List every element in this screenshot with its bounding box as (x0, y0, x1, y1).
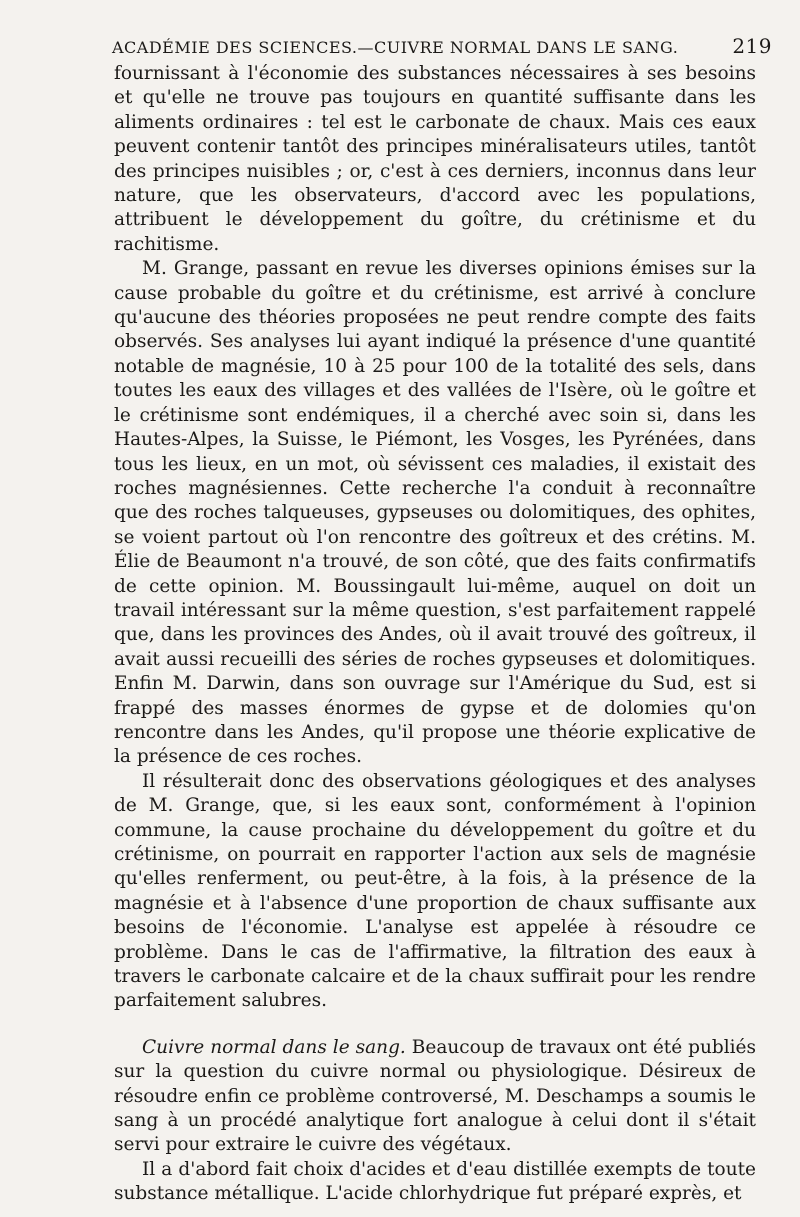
paragraph-cuivre (114, 1036, 756, 1158)
paragraph-conclusion: Il résulterait donc des observations géologiques et des analyses de M. Grange, que, si les eaux sont, conformément à l'opinion commune, la cause prochaine du développement du goître et du crétinisme, on pourrait en rapporter l'action aux sels de magnésie qu'elles renferment, ou peut-être, à la fois, à la présence de la magnésie et à l'absence d'une proportion de chaux suffisante aux besoins de l'économie. L'analyse est appelée à résoudre ce problème. Dans le cas de l'affirmative, la filtration des eaux à travers le carbonate calcaire et de la chaux suffirait pour les rendre parfaitement salubres. (114, 770, 756, 1012)
paragraph-continued: fournissant à l'économie des substances nécessaires à ses besoins et qu'elle ne trouve pas toujours en quantité suffisante dans les aliments ordinaires : tel est le carbonate de chaux. Mais ces eaux peuvent contenir tantôt des principes minéralisateurs utiles, tantôt des principes nuisibles ; or, c'est à ces derniers, inconnus dans leur nature, que les observateurs, d'accord avec les populations, attribuent le développement du goître, du crétinisme et du rachitisme. (114, 63, 756, 255)
page-number: 219 (732, 34, 772, 58)
running-header (112, 34, 772, 58)
running-title: ACADÉMIE DES SCIENCES.—CUIVRE NORMAL DANS LE SANG. (112, 38, 679, 57)
section-heading: Cuivre normal dans le sang. (142, 1036, 406, 1058)
body-text (114, 62, 756, 1207)
paragraph-next: Il a d'abord fait choix d'acides et d'eau distillée exempts de toute substance métallique. L'acide chlorhydrique fut préparé exprès, et (114, 1158, 756, 1205)
paragraph-grange: M. Grange, passant en revue les diverses opinions émises sur la cause probable du goître et du crétinisme, est arrivé à conclure qu'aucune des théories proposées ne peut rendre compte des faits observés. Ses analyses lui ayant indiqué la présence d'une quantité notable de magnésie, 10 à 25 pour 100 de la totalité des sels, dans toutes les eaux des villages et des vallées de l'Isère, où le goître et le crétinisme sont endémiques, il a cherché avec soin si, dans les Hautes-Alpes, la Suisse, le Piémont, les Vosges, les Pyrénées, dans tous les lieux, en un mot, où sévissent ces maladies, il existait des roches magnésiennes. Cette recherche l'a conduit à reconnaître que des roches talqueuses, gypseuses ou dolomitiques, des ophites, se voient partout où l'on rencontre des goîtreux et des crétins. M. Élie de Beaumont n'a trouvé, de son côté, que des faits confirmatifs de cette opinion. M. Boussingault lui-même, auquel on doit un travail intéressant sur la même question, s'est parfaitement rappelé que, dans les provinces des Andes, où il avait trouvé des goîtreux, il avait aussi recueilli des séries de roches gypseuses et dolomitiques. Enfin M. Darwin, dans son ouvrage sur l'Amérique du Sud, est si frappé des masses énormes de gypse et de dolomies qu'on rencontre dans les Andes, qu'il propose une théorie explicative de la présence de ces roches. (114, 258, 756, 768)
section-text: Beaucoup de travaux ont été publiés sur la question du cuivre normal ou physiologique. Désireux de résoudre enfin ce problème controversé, M. Deschamps a soumis le sang à un procédé analytique fort analogue à celui dont il s'était servi pour extraire le cuivre des végétaux. (114, 1036, 756, 1156)
